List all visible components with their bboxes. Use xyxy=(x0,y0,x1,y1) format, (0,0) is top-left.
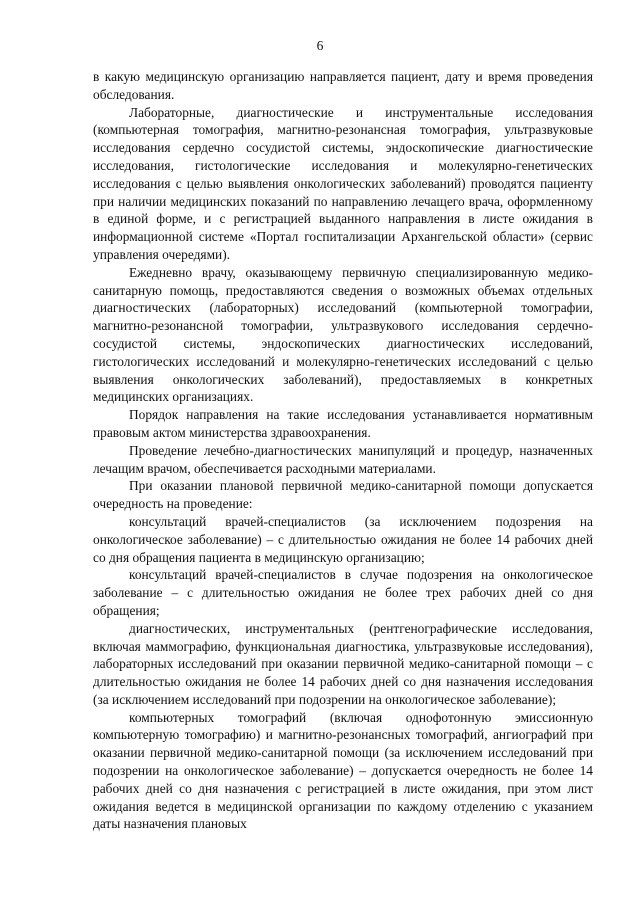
list-item-specialist-consultations: консультаций врачей-специалистов (за исключением подозрения на онкологическое заболевание) – с длительностью ожидания не более 14 рабочих дней со дня обращения пациента в медицинскую организацию; xyxy=(93,513,593,565)
list-item-diagnostic-studies: диагностических, инструментальных (рентгенографические исследования, включая маммографию, функциональная диагностика, ультразвуковые исследования), лабораторных исследований при оказании первичной медико-санитарной помощи – с длительностью ожидания не более 14 рабочих дней со дня назначения исследования (за исключением исследований при подозрении на онкологическое заболевание); xyxy=(93,620,593,707)
paragraph-queue-intro: При оказании плановой первичной медико-санитарной помощи допускается очередность на проведение: xyxy=(93,478,593,512)
paragraph-consumables: Проведение лечебно-диагностических манипуляций и процедур, назначенных лечащим врачом, обеспечивается расходными материалами. xyxy=(93,442,593,476)
body-text xyxy=(93,68,593,833)
paragraph-referral-procedure: Порядок направления на такие исследования устанавливается нормативным правовым актом министерства здравоохранения. xyxy=(93,407,593,440)
list-item-tomography: компьютерных томографий (включая однофотонную эмиссионную компьютерную томографию) и магнитно-резонансных томографий, ангиографий при оказании первичной медико-санитарной помощи (за исключением исследований при подозрении на онкологическое заболевание) – допускается очередность не более 14 рабочих дней со дня назначения с регистрацией в листе ожидания, при этом лист ожидания ведется в медицинской организации по каждому отделению с указанием даты назначения плановых xyxy=(93,709,593,832)
paragraph-daily-info: Ежедневно врачу, оказывающему первичную специализированную медико-санитарную помощь, предоставляются сведения о возможных объемах отдельных диагностических (лабораторных) исследований (компьютерной томографии, магнитно-резонансной томографии, ультразвукового исследования сердечно-сосудистой системы, эндоскопических диагностических исследований, гистологических исследований и молекулярно-генетических исследований с целью выявления онкологических заболеваний), предоставляемых в конкретных медицинских организациях. xyxy=(93,264,593,405)
list-item-oncology-consultations: консультаций врачей-специалистов в случае подозрения на онкологическое заболевание – с длительностью ожидания не более трех рабочих дней со дня обращения; xyxy=(93,567,593,618)
paragraph-continuation: в какую медицинскую организацию направляется пациент, дату и время проведения обследования. xyxy=(93,69,593,102)
page-number: 6 xyxy=(316,38,324,53)
paragraph-lab-diagnostics: Лабораторные, диагностические и инструментальные исследования (компьютерная томография, магнитно-резонансная томография, ультразвуковые исследования сердечно сосудистой системы, эндоскопические диагностические исследования, гистологические исследования и молекулярно-генетических исследования с целью выявления онкологических заболеваний) проводятся пациенту при наличии медицинских показаний по направлению лечащего врача, оформленному в единой форме, и с регистрацией выданного направления в листе ожидания в информационной системе «Портал госпитализации Архангельской области» (сервис управления очередями). xyxy=(93,104,593,262)
